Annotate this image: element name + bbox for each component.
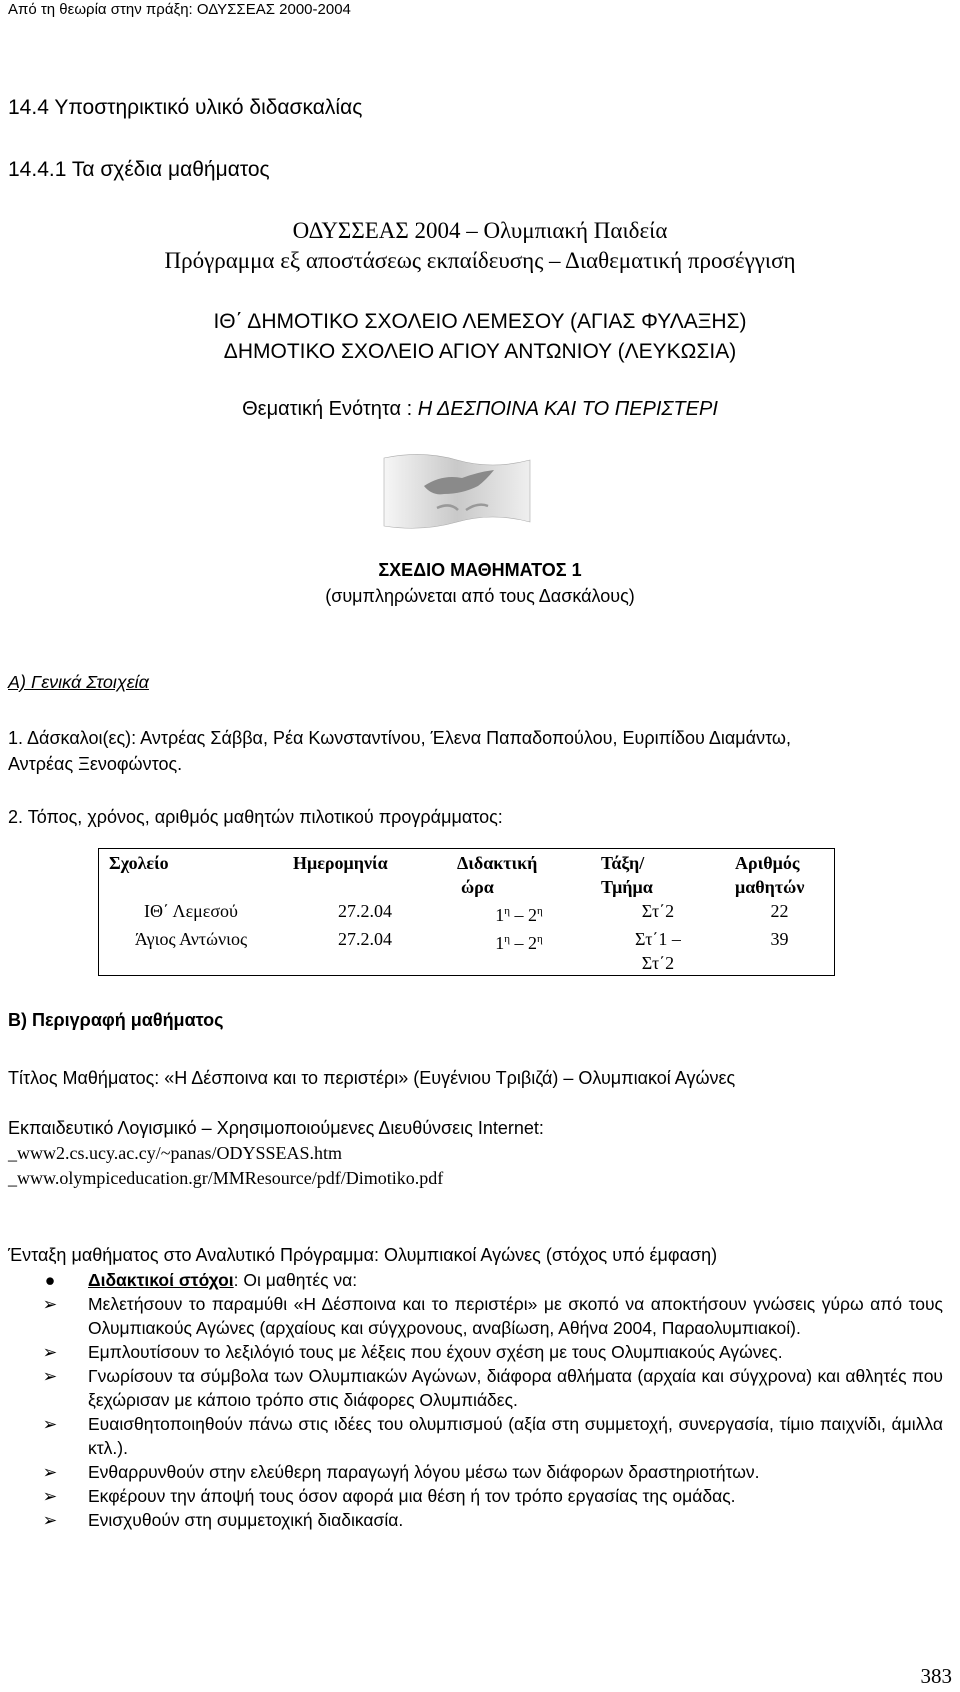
cell-count: 22 (770, 901, 789, 921)
list-item (8, 1268, 943, 1292)
header-school: Σχολείο (109, 853, 169, 873)
lesson-plan-title: ΣΧΕΔΙΟ ΜΑΘΗΜΑΤΟΣ 1 (378, 560, 582, 580)
header-date: Ημερομηνία (293, 853, 388, 873)
cell-school: ΙΘ΄ Λεμεσού (144, 901, 238, 921)
cell-school: Άγιος Αντώνιος (134, 929, 248, 949)
cell-date: 27.2.04 (338, 901, 392, 921)
arrowhead-icon: ➢ (42, 1486, 58, 1506)
bullet-icon: ● (44, 1270, 56, 1290)
cell-hour: $1^\eta - 2^\eta$ (495, 905, 543, 925)
section-a-heading: Α) Γενικά Στοιχεία (8, 672, 149, 692)
cell-date: 27.2.04 (338, 929, 392, 949)
doc-title-line-2: Πρόγραμμα εξ αποστάσεως εκπαίδευσης – Διαθεματική προσέγγιση (164, 248, 796, 273)
section-heading-14-4: 14.4 Υποστηρικτικό υλικό διδασκαλίας (8, 96, 363, 119)
table-header-row (99, 849, 835, 900)
arrowhead-icon: ➢ (42, 1342, 58, 1362)
table-row (99, 927, 835, 976)
header-hour: Διδακτική ώρα (457, 853, 538, 897)
list-item: ➢ Ενθαρρυνθούν στην ελεύθερη παραγωγή λόγου μέσω των διάφορων δραστηριοτήτων. (8, 1460, 943, 1484)
thematic-unit (0, 398, 960, 421)
cell-hour: $1^\eta - 2^\eta$ (495, 933, 543, 953)
place-time-heading: 2. Τόπος, χρόνος, αριθμός μαθητών πιλοτικού προγράμματος: (8, 807, 503, 827)
arrowhead-icon: ➢ (42, 1462, 58, 1482)
cell-class: Στ΄2 (641, 901, 675, 921)
list-item: ➢ Μελετήσουν το παραμύθι «Η Δέσποινα και το περιστέρι» με σκοπό να αποκτήσουν γνώσεις γύρω από τους Ολυμπιακούς Αγώνες (αρχαίους και σύγχρονους, αναβίωση, Αθήνα 2004, Παραολυμπιακοί). (8, 1292, 943, 1340)
list-item: ➢ Ενισχυθούν στη συμμετοχική διαδικασία. (8, 1508, 943, 1532)
arrowhead-icon: ➢ (42, 1414, 58, 1434)
thematic-value: Η ΔΕΣΠΟΙΝΑ ΚΑΙ ΤΟ ΠΕΡΙΣΤΕΡΙ (417, 398, 718, 420)
arrowhead-icon: ➢ (42, 1366, 58, 1386)
lesson-plan-subtitle: (συμπληρώνεται από τους Δασκάλους) (325, 586, 635, 606)
header-count: Αριθμός μαθητών (735, 853, 805, 897)
lesson-title: Τίτλος Μαθήματος: «Η Δέσποινα και το περιστέρι» (Ευγένιου Τριβιζά) – Ολυμπιακοί Αγώνες (8, 1068, 736, 1088)
section-b-heading: Β) Περιγραφή μαθήματος (8, 1010, 224, 1030)
list-item: ➢ Γνωρίσουν τα σύμβολα των Ολυμπιακών Αγώνων, διάφορα αθλήματα (αρχαία και σύγχρονα) και αθλητές που ξεχώρισαν με κάποιο τρόπο στις διάφορες Ολυμπιάδες. (8, 1364, 943, 1412)
teachers-line-1: 1. Δάσκαλοι(ες): Αντρέας Σάββα, Ρέα Κωνσταντίνου, Έλενα Παπαδοπούλου, Ευριπίδου Διαμάντω, (8, 728, 791, 748)
url-1: _www2.cs.ucy.ac.cy/~panas/ODYSSEAS.htm (8, 1143, 343, 1163)
list-item: ➢ Ευαισθητοποιηθούν πάνω στις ιδέες του ολυμπισμού (αξία στη συμμετοχή, συνεργασία, τίμιο παιχνίδι, άμιλλα κτλ.). (8, 1412, 943, 1460)
arrowhead-icon: ➢ (42, 1294, 58, 1314)
school-line-1: ΙΘ΄ ΔΗΜΟΤΙΚΟ ΣΧΟΛΕΙΟ ΛΕΜΕΣΟΥ (ΑΓΙΑΣ ΦΥΛΑΞΗΣ) (213, 310, 747, 333)
objectives-label: Διδακτικοί στόχοι (88, 1270, 234, 1290)
list-item: ➢ Εκφέρουν την άποψή τους όσον αφορά μια θέση ή τον τρόπο εργασίας της ομάδας. (8, 1484, 943, 1508)
software-line: Εκπαιδευτικό Λογισμικό – Χρησιμοποιούμενες Διευθύνσεις Internet: (8, 1118, 544, 1138)
cyprus-flag-icon (382, 452, 532, 537)
doc-title-line-1: ΟΔΥΣΣΕΑΣ 2004 – Ολυμπιακή Παιδεία (292, 218, 668, 243)
cell-class: Στ΄1 – Στ΄2 (635, 929, 681, 973)
schedule-table (98, 848, 835, 976)
objectives-list (8, 1268, 943, 1532)
running-head: Από τη θεωρία στην πράξη: ΟΔΥΣΣΕΑΣ 2000-2004 (8, 1, 351, 18)
teachers-line-2: Αντρέας Ξενοφώντος. (8, 754, 183, 774)
school-line-2: ΔΗΜΟΤΙΚΟ ΣΧΟΛΕΙΟ ΑΓΙΟΥ ΑΝΤΩΝΙΟΥ (ΛΕΥΚΩΣΙΑ) (223, 340, 737, 363)
list-item: ➢ Εμπλουτίσουν το λεξιλόγιό τους με λέξεις που έχουν σχέση με τους Ολυμπιακούς Αγώνες. (8, 1340, 943, 1364)
arrowhead-icon: ➢ (42, 1510, 58, 1530)
thematic-label: Θεματική Ενότητα : (242, 398, 418, 420)
page-number: 383 (920, 1664, 952, 1688)
objectives-intro: : Οι μαθητές να: (233, 1270, 358, 1290)
section-heading-14-4-1: 14.4.1 Τα σχέδια μαθήματος (8, 158, 270, 181)
curriculum-line: Ένταξη μαθήματος στο Αναλυτικό Πρόγραμμα: Ολυμπιακοί Αγώνες (στόχος υπό έμφαση) (8, 1245, 718, 1265)
url-2: _www.olympiceducation.gr/MMResource/pdf/Dimotiko.pdf (8, 1168, 444, 1188)
cell-count: 39 (770, 929, 789, 949)
table-row (99, 899, 835, 927)
header-class: Τάξη/ Τμήμα (601, 853, 653, 897)
